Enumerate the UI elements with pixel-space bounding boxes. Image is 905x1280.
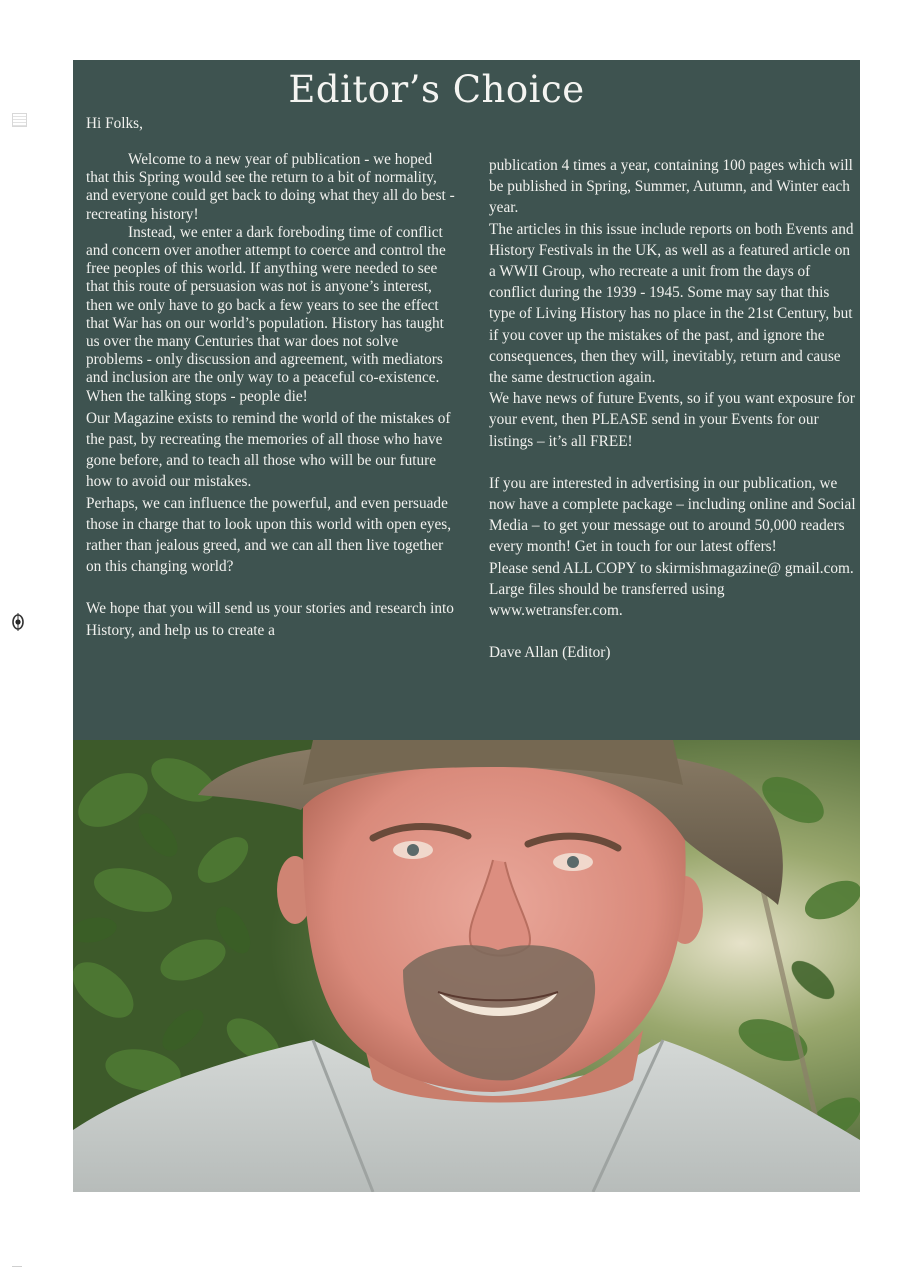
paragraph-welcome: Welcome to a new year of publication - we hoped that this Spring would see the return to a bit of normality, and everyone could get back to doing what they all do best - recreating history!: [86, 151, 455, 223]
right-column: [489, 155, 857, 663]
paragraph-copy-submission: Please send ALL COPY to skirmishmagazine@ gmail.com. Large files should be transferred using www.wetransfer.com.: [489, 559, 854, 620]
greeting: Hi Folks,: [86, 115, 143, 132]
paragraph-articles: The articles in this issue include reports on both Events and History Festivals in the UK, as well as a featured article on a WWII Group, who recreate a unit from the days of conflict during the 1939 - 1945. Some may say that this type of Living History has no place in the 21st Century, but if you cover up the mistakes of the past, and ignore the consequences, then they will, inevitably, return and cause the same destruction again.: [489, 220, 854, 387]
paragraph-influence: Perhaps, we can influence the powerful, and even persuade those in charge that to look upon this world with open eyes, rather than jealous greed, and we can all then live together on this changing world?: [86, 494, 452, 576]
left-column-lower: [86, 408, 458, 641]
spacer: [489, 452, 857, 473]
paragraph-advertising: If you are interested in advertising in our publication, we now have a complete package – including online and Social Media – to get your message out to around 50,000 readers every month! Get in touch for our latest offers!: [489, 474, 856, 556]
left-column: [86, 113, 458, 641]
left-column-upper: [86, 113, 458, 406]
paragraph-instead: Instead, we enter a dark foreboding time of conflict and concern over another attempt to coerce and control the free peoples of this world. If anything were needed to see that this route of persuasion was not is anyone’s interest, then we only have to go back a few years to see the effect that War has on our world’s population. History has taught us over the many Centuries that war does not solve problems - only discussion and agreement, with mediators and inclusion are the only way to a peaceful co-existence.: [86, 223, 446, 387]
editor-portrait-illustration: [73, 740, 860, 1192]
editor-signature: Dave Allan (Editor): [489, 644, 611, 662]
page-margin-marker: [12, 113, 27, 127]
spacer: [86, 577, 458, 598]
paragraph-magazine-purpose: Our Magazine exists to remind the world of the mistakes of the past, by recreating the memories of all those who have gone before, and to teach all those who will be our future how to avoid our mistakes.: [86, 409, 451, 491]
page-margin-tick: [12, 1266, 22, 1267]
paragraph-talking-stops: When the talking stops - people die!: [86, 387, 308, 405]
page-title: Editor’s Choice: [288, 68, 585, 111]
spacer: [86, 134, 458, 151]
paragraph-publication-schedule: publication 4 times a year, containing 100 pages which will be published in Spring, Summer, Autumn, and Winter each year.: [489, 157, 853, 217]
editors-choice-panel: [73, 60, 860, 740]
paragraph-send-stories: We hope that you will send us your stories and research into History, and help us to create a: [86, 600, 454, 639]
spacer: [489, 621, 857, 642]
paragraph-events-news: We have news of future Events, so if you want exposure for your event, then PLEASE send in your Events for our listings – it’s all FREE!: [489, 390, 855, 450]
editor-portrait-photo: [73, 740, 860, 1192]
registration-mark-icon: [11, 613, 25, 631]
